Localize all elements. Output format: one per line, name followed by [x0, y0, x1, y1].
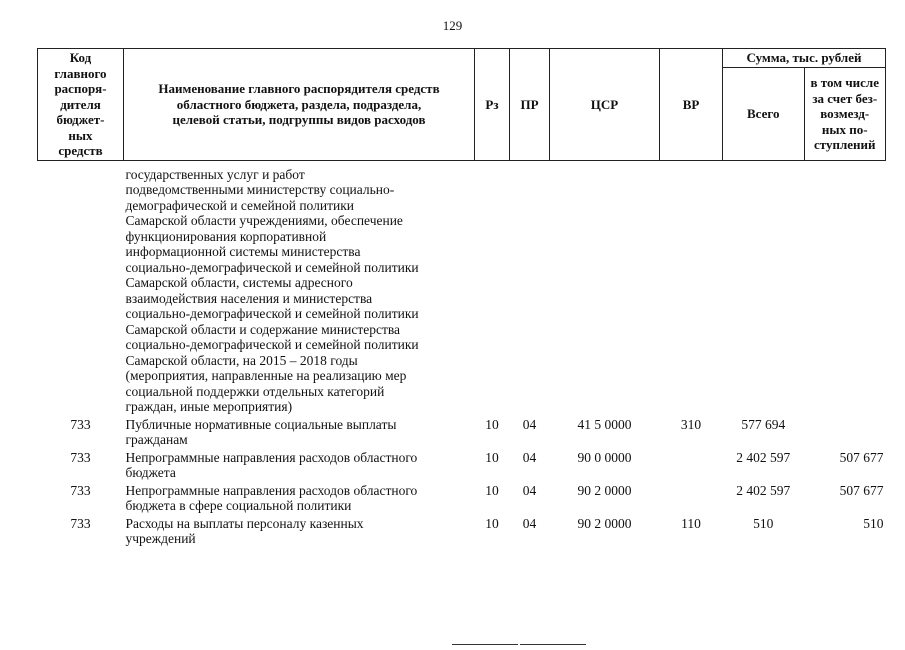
cell-code: [38, 167, 124, 415]
cell-total: 510: [753, 515, 774, 531]
cell-code: 733: [70, 482, 91, 498]
cell-name: Расходы на выплаты персоналу казенных учреждений: [125, 515, 364, 546]
cell-pr: 04: [522, 449, 537, 465]
page-number: 129: [442, 18, 463, 33]
cell-vr: [660, 481, 723, 514]
table-row: [38, 448, 886, 481]
header-vr: ВР: [660, 49, 723, 161]
header-free-label: в том числе за счет без- возмезд- ных по- ступлений: [810, 75, 879, 152]
cell-pr: 04: [522, 482, 537, 498]
cell-total: 577 694: [741, 416, 786, 432]
header-pr: ПР: [510, 49, 550, 161]
header-csr: ЦСР: [550, 49, 660, 161]
footer-divider: [452, 632, 588, 650]
cell-csr: 90 0 0000: [577, 449, 632, 465]
cell-vr: 310: [680, 416, 702, 432]
cell-code: 733: [70, 515, 91, 531]
cell-rz: 10: [485, 416, 499, 432]
header-sum: Сумма, тыс. рублей: [723, 49, 886, 68]
cell-free: 507 677: [839, 482, 884, 498]
cell-total: 2 402 597: [736, 482, 791, 498]
table-row-continuation: [38, 167, 886, 415]
header-code: [38, 49, 124, 161]
header-total: Всего: [723, 68, 805, 161]
header-free: [804, 68, 886, 161]
cell-free: [804, 415, 886, 448]
cell-name: Непрограммные направления расходов областного бюджета: [125, 449, 418, 480]
cell-rz: 10: [485, 449, 499, 465]
cell-name: государственных услуг и работ подведомственными министерству социально- демографической и семейной политики Самарской области учреждениями, обеспечение функционирования корпоративной информационной системы министерства социально-демографической и семейной политики Самарской области, системы адресного взаимодействия населения и министерства социально-демографической и семейной политики Самарской области и содержание министерства социально-демографической и семейной политики Самарской области, на 2015 – 2018 годы (мероприятия, направленные на реализацию мер социальной поддержки отдельных категорий граждан, иные мероприятия): [125, 166, 419, 414]
header-name: [124, 49, 475, 161]
header-rz: Рз: [475, 49, 510, 161]
cell-name: Публичные нормативные социальные выплаты гражданам: [125, 416, 397, 447]
header-code-label: Код главного распоря- дителя бюджет- ных средств: [54, 50, 107, 158]
cell-csr: 90 2 0000: [577, 515, 632, 531]
cell-csr: 41 5 0000: [577, 416, 632, 432]
cell-csr: 90 2 0000: [577, 482, 632, 498]
cell-vr: 110: [681, 515, 701, 531]
table-body: [38, 160, 886, 547]
cell-free: 507 677: [839, 449, 884, 465]
cell-rz: 10: [485, 515, 499, 531]
cell-pr: 04: [522, 416, 537, 432]
cell-vr: [660, 448, 723, 481]
cell-name: Непрограммные направления расходов областного бюджета в сфере социальной политики: [125, 482, 418, 513]
header-name-label: Наименование главного распорядителя средств областного бюджета, раздела, подраздела, целевой статьи, подгруппы видов расходов: [158, 81, 440, 127]
cell-code: 733: [70, 416, 91, 432]
table-row: [38, 415, 886, 448]
cell-free: 510: [863, 515, 884, 531]
cell-total: 2 402 597: [736, 449, 791, 465]
table-row: [38, 514, 886, 547]
table-row: [38, 481, 886, 514]
cell-rz: 10: [485, 482, 499, 498]
cell-pr: 04: [522, 515, 537, 531]
budget-table: [37, 48, 886, 547]
cell-code: 733: [70, 449, 91, 465]
table-header: [38, 49, 886, 161]
